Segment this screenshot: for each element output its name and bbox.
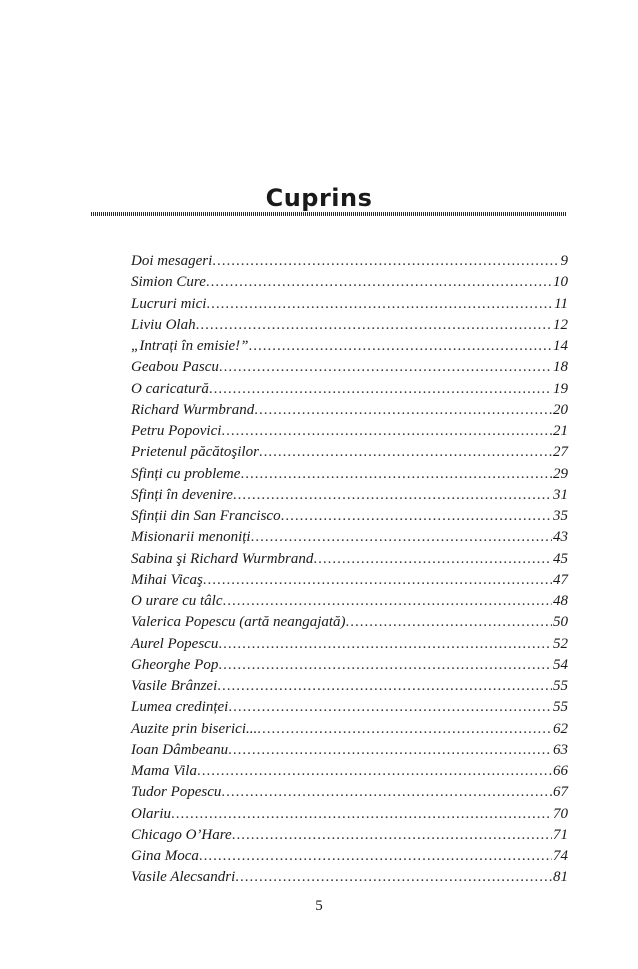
- toc-entry-title: Sfinți cu probleme: [131, 465, 241, 482]
- toc-entry-title: Misionarii menoniți: [131, 529, 251, 546]
- table-of-contents: [131, 251, 568, 889]
- toc-entry: [131, 400, 568, 421]
- toc-entry-page: 71: [553, 826, 568, 843]
- toc-dot-leader: [233, 485, 552, 506]
- toc-entry-title: Simion Cure: [131, 274, 206, 291]
- toc-entry-page: 52: [553, 635, 568, 652]
- toc-dot-leader: [212, 251, 559, 272]
- toc-entry-title: Doi mesageri: [131, 253, 213, 269]
- toc-dot-leader: [235, 867, 552, 888]
- toc-entry-page: 29: [553, 465, 568, 482]
- heading-dotted-rule: [91, 212, 567, 216]
- toc-entry-title: Mama Vila: [131, 763, 197, 779]
- toc-entry-title: Sfinții din San Francisco: [131, 508, 281, 524]
- toc-entry-page: 27: [553, 444, 568, 461]
- toc-dot-leader: [221, 421, 552, 442]
- toc-entry-title: Gina Moca: [131, 848, 199, 864]
- toc-entry-page: 10: [553, 274, 568, 291]
- toc-entry-page: 67: [553, 784, 568, 801]
- toc-dot-leader: [259, 442, 552, 463]
- toc-dot-leader: [203, 570, 552, 591]
- toc-entry-title: Chicago O’Hare: [131, 826, 232, 843]
- toc-entry-page: 81: [553, 869, 568, 886]
- toc-entry: [131, 697, 568, 718]
- toc-entry: [131, 506, 568, 527]
- toc-entry-page: 19: [553, 380, 568, 397]
- toc-entry: [131, 485, 568, 506]
- toc-entry: [131, 464, 568, 485]
- toc-entry-title: Richard Wurmbrand: [131, 401, 255, 418]
- toc-entry: [131, 549, 568, 570]
- toc-entry-page: 21: [553, 423, 568, 439]
- toc-dot-leader: [346, 612, 552, 633]
- toc-dot-leader: [217, 676, 552, 697]
- toc-entry-page: 43: [553, 529, 568, 546]
- toc-entry-title: Lumea credinței: [131, 699, 229, 716]
- toc-entry-title: O caricatură: [131, 380, 209, 397]
- toc-entry-page: 50: [553, 614, 568, 631]
- toc-dot-leader: [240, 464, 552, 485]
- toc-entry-page: 47: [553, 571, 568, 588]
- toc-entry-page: 54: [553, 656, 568, 673]
- toc-entry: [131, 315, 568, 336]
- toc-entry-title: Lucruri mici: [131, 295, 207, 312]
- toc-entry: [131, 612, 568, 633]
- toc-entry: [131, 804, 568, 825]
- toc-entry: [131, 357, 568, 378]
- toc-dot-leader: [228, 697, 552, 718]
- toc-heading-block: [0, 178, 638, 218]
- toc-dot-leader: [221, 782, 552, 803]
- toc-entry-title: Liviu Olah: [131, 316, 196, 333]
- toc-entry: [131, 740, 568, 761]
- toc-entry: [131, 676, 568, 697]
- toc-entry-page: 45: [553, 550, 568, 567]
- page-number: 5: [315, 898, 323, 914]
- toc-entry-title: „Intrați în emisie!”: [131, 338, 249, 354]
- toc-entry: [131, 655, 568, 676]
- toc-entry-page: 70: [553, 805, 568, 822]
- toc-entry-title: Aurel Popescu: [131, 635, 219, 652]
- toc-dot-leader: [219, 357, 552, 378]
- toc-entry-title: Gheorghe Pop: [131, 656, 219, 673]
- toc-entry: [131, 570, 568, 591]
- toc-entry-page: 14: [553, 338, 568, 354]
- toc-entry: [131, 825, 568, 846]
- toc-dot-leader: [257, 719, 552, 740]
- toc-dot-leader: [249, 336, 552, 357]
- toc-entry: [131, 591, 568, 612]
- page-title: Cuprins: [265, 184, 373, 212]
- toc-entry-title: Auzite prin biserici...: [131, 720, 258, 737]
- toc-dot-leader: [197, 761, 552, 782]
- toc-entry: [131, 336, 568, 357]
- toc-dot-leader: [232, 825, 552, 846]
- toc-entry: [131, 421, 568, 442]
- toc-entry-page: 48: [553, 593, 568, 609]
- toc-dot-leader: [281, 506, 552, 527]
- toc-entry: [131, 867, 568, 888]
- toc-entry-title: Vasile Alecsandri: [131, 869, 236, 886]
- toc-entry-title: Sfinți în devenire: [131, 486, 233, 503]
- toc-entry: [131, 527, 568, 548]
- toc-entry-title: O urare cu tâlc: [131, 593, 223, 609]
- toc-entry-title: Petru Popovici: [131, 423, 222, 439]
- toc-entry: [131, 846, 568, 867]
- toc-entry-page: 20: [553, 401, 568, 418]
- toc-entry: [131, 294, 568, 315]
- toc-entry-page: 62: [553, 720, 568, 737]
- toc-dot-leader: [218, 655, 552, 676]
- toc-entry: [131, 379, 568, 400]
- toc-entry-page: 31: [553, 486, 568, 503]
- toc-entry-title: Valerica Popescu (artă neangajată): [131, 614, 346, 631]
- toc-entry-title: Geabou Pascu: [131, 359, 219, 376]
- toc-dot-leader: [206, 294, 553, 315]
- toc-entry-page: 63: [553, 741, 568, 758]
- toc-dot-leader: [223, 591, 552, 612]
- toc-dot-leader: [206, 272, 552, 293]
- toc-entry: [131, 782, 568, 803]
- toc-entry-page: 55: [553, 699, 568, 716]
- toc-entry: [131, 272, 568, 293]
- toc-entry-title: Ioan Dâmbeanu: [131, 741, 229, 758]
- toc-entry: [131, 761, 568, 782]
- toc-entry-title: Prietenul păcătoşilor: [131, 444, 259, 461]
- toc-dot-leader: [251, 527, 552, 548]
- toc-entry-page: 35: [553, 508, 568, 524]
- toc-dot-leader: [313, 549, 552, 570]
- toc-entry: [131, 634, 568, 655]
- toc-entry-title: Vasile Brânzei: [131, 678, 218, 694]
- toc-entry: [131, 719, 568, 740]
- toc-entry-title: Tudor Popescu: [131, 784, 222, 801]
- toc-dot-leader: [196, 315, 552, 336]
- toc-entry-title: Sabina şi Richard Wurmbrand: [131, 550, 314, 567]
- toc-dot-leader: [209, 379, 552, 400]
- toc-dot-leader: [218, 634, 552, 655]
- toc-entry-title: Mihai Vicaş: [131, 571, 203, 588]
- toc-entry-title: Olariu: [131, 805, 172, 822]
- toc-dot-leader: [171, 804, 552, 825]
- toc-entry-page: 66: [553, 763, 568, 779]
- toc-entry-page: 55: [553, 678, 568, 694]
- toc-entry: [131, 251, 568, 272]
- toc-entry-page: 18: [553, 359, 568, 376]
- toc-dot-leader: [199, 846, 552, 867]
- toc-entry-page: 11: [554, 295, 568, 312]
- toc-dot-leader: [254, 400, 552, 421]
- toc-entry: [131, 442, 568, 463]
- toc-dot-leader: [228, 740, 552, 761]
- toc-entry-page: 74: [553, 848, 568, 864]
- toc-entry-page: 12: [553, 316, 568, 333]
- toc-entry-page: 9: [560, 253, 568, 269]
